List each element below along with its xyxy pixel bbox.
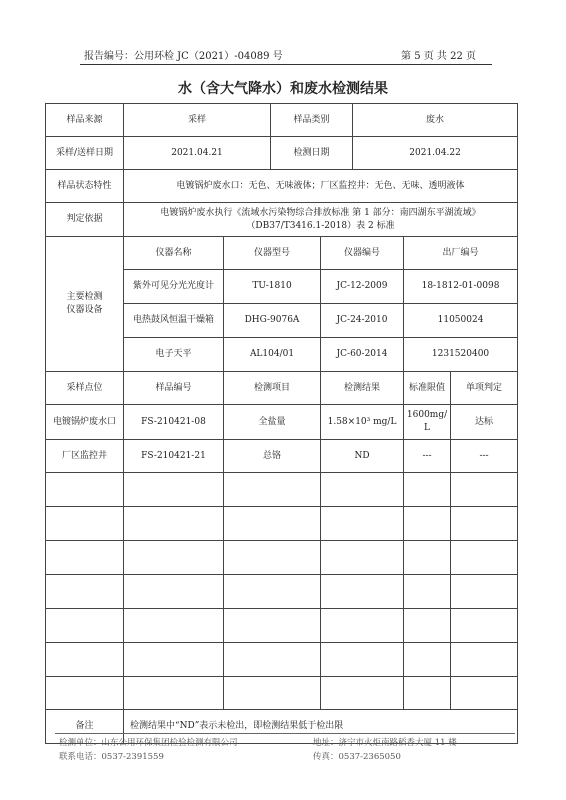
info-row-basis: [46, 203, 518, 237]
instrument-header-model: 仪器型号: [224, 237, 321, 270]
instrument-header-id: 仪器编号: [321, 237, 404, 270]
source-value: 采样: [124, 104, 271, 137]
source-label: 样品来源: [46, 104, 124, 137]
empty-row: [46, 643, 518, 677]
page-number: 第 5 页 共 22 页: [401, 51, 476, 62]
instrument-model: AL104/01: [224, 338, 321, 372]
note-text: 检测结果中“ND”表示未检出，即检测结果低于检出限: [124, 710, 518, 744]
instrument-header-row: [46, 237, 518, 270]
footer-unit: 检测单位：山东公用环保集团检验检测有限公司: [59, 738, 238, 748]
footer-phone: 联系电话：0537-2391559: [59, 752, 164, 762]
category-value: 废水: [353, 104, 518, 137]
results-table: [45, 103, 518, 744]
instrument-model: DHG-9076A: [224, 304, 321, 338]
instrument-id: JC-60-2014: [321, 338, 404, 372]
empty-row: [46, 609, 518, 643]
results-header-sample: 样品编号: [124, 372, 224, 405]
results-header-item: 检测项目: [224, 372, 321, 405]
empty-row: [46, 575, 518, 609]
instrument-label-line-2: 仪器设备: [66, 305, 103, 315]
instrument-header-name: 仪器名称: [124, 237, 224, 270]
result-item: 总铬: [224, 440, 321, 473]
basis-label: 判定依据: [46, 203, 124, 237]
result-site: 电镀锅炉废水口: [46, 405, 124, 440]
instrument-label: [46, 237, 124, 372]
page-footer: [55, 733, 515, 764]
test-date-label: 检测日期: [271, 137, 353, 170]
result-sample: FS-210421-21: [124, 440, 224, 473]
instrument-name: 紫外可见分光光度计: [124, 270, 224, 304]
results-header-verdict: 单项判定: [451, 372, 518, 405]
instrument-name: 电子天平: [124, 338, 224, 372]
instrument-label-line-1: 主要检测: [66, 292, 103, 302]
result-limit: 1600mg/L: [404, 405, 451, 440]
basis-line-2: （DB37/T3416.1-2018）表 2 标准: [246, 220, 395, 231]
result-item: 全盐量: [224, 405, 321, 440]
info-row-status: [46, 170, 518, 203]
result-row: [46, 405, 518, 440]
instrument-serial: 11050024: [404, 304, 518, 338]
result-limit: ---: [404, 440, 451, 473]
status-value: 电镀锅炉废水口：无色、无味液体；厂区监控井：无色、无味、透明液体: [124, 170, 518, 203]
basis-value: [124, 203, 518, 237]
info-row-source: [46, 104, 518, 137]
instrument-serial: 1231520400: [404, 338, 518, 372]
date-value: 2021.04.21: [124, 137, 271, 170]
empty-row: [46, 473, 518, 507]
category-label: 样品类别: [271, 104, 353, 137]
instrument-id: JC-12-2009: [321, 270, 404, 304]
results-header-site: 采样点位: [46, 372, 124, 405]
result-sample: FS-210421-08: [124, 405, 224, 440]
result-verdict: 达标: [451, 405, 518, 440]
report-number: 报告编号：公用环检 JC（2021）-04089 号: [84, 51, 283, 62]
test-date-value: 2021.04.22: [353, 137, 518, 170]
info-row-date: [46, 137, 518, 170]
empty-row: [46, 677, 518, 710]
status-label: 样品状态特性: [46, 170, 124, 203]
date-label: 采样/送样日期: [46, 137, 124, 170]
result-value: ND: [321, 440, 404, 473]
page-header: [80, 44, 492, 65]
instrument-name: 电热鼓风恒温干燥箱: [124, 304, 224, 338]
result-value: 1.58×10³ mg/L: [321, 405, 404, 440]
instrument-serial: 18-1812-01-0098: [404, 270, 518, 304]
page-title: 水（含大气降水）和废水检测结果: [178, 81, 388, 97]
footer-fax: 传真：0537-2365050: [313, 752, 401, 762]
result-site: 厂区监控井: [46, 440, 124, 473]
basis-line-1: 电镀锅炉废水执行《流域水污染物综合排放标准 第 1 部分：南四湖东平湖流域》: [160, 207, 481, 218]
footer-address: 地址：济宁市火炬南路稻香大厦 11 楼: [313, 738, 457, 748]
empty-row: [46, 507, 518, 541]
results-header-limit: 标准限值: [404, 372, 451, 405]
empty-row: [46, 541, 518, 575]
results-header-row: [46, 372, 518, 405]
instrument-id: JC-24-2010: [321, 304, 404, 338]
results-header-result: 检测结果: [321, 372, 404, 405]
note-label: 备注: [46, 710, 124, 744]
instrument-model: TU-1810: [224, 270, 321, 304]
result-row: [46, 440, 518, 473]
instrument-header-serial: 出厂编号: [404, 237, 518, 270]
result-verdict: ---: [451, 440, 518, 473]
